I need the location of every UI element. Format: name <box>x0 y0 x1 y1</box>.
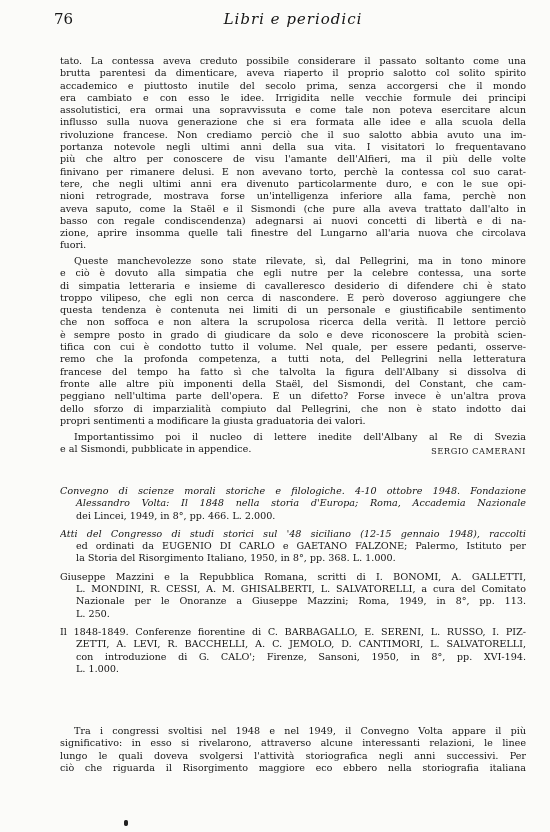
text-line: basso con regale condiscendenza) adegnarsi ai nuovi concetti di libertà e di na- <box>60 215 526 227</box>
text-line: tato. La contessa aveva creduto possibile considerare il passato soltanto come una <box>60 56 526 67</box>
text-line: influsso sulla nuova generazione che si era formata alle idee e alla scuola della <box>60 117 526 129</box>
entry-line: con introduzione di G. CALO'; Firenze, Sansoni, 1950, in 8°, pp. XVI-194. <box>76 651 526 663</box>
text-line: Importantissimo poi il nucleo di lettere inedite dell'Albany al Re di Svezia <box>74 432 526 443</box>
entry-line: Il 1848-1849. Conferenze fiorentine di C. BARBAGALLO, E. SERENI, L. RUSSO, I. PIZ- <box>60 626 526 638</box>
text-line: più che altro per conoscere de visu l'amante dell'Alfieri, ma il più delle volte <box>60 154 526 166</box>
entry-line: L. MONDINI, R. CESSI, A. M. GHISALBERTI, L. SALVATORELLI, a cura del Comitato <box>76 584 526 596</box>
entry-line: la Storia del Risorgimento Italiano, 1950, in 8°, pp. 368. L. 1.000. <box>76 553 396 565</box>
text-line: lungo le quali doveva svolgersi l'attività storiografica negli anni successivi. Per <box>60 750 526 762</box>
text-line: Queste manchevolezze sono state rilevate, sì, dal Pellegrini, ma in tono minore <box>74 256 526 267</box>
bibliography-entry <box>60 572 526 621</box>
bibliography-entry <box>60 486 526 523</box>
text-line: era cambiato e con esso le idee. Irrigidita nelle vecchie formule dei principi <box>60 92 526 104</box>
text-line: di simpatia letteraria e insieme di cavalleresco desiderio di difendere chi è stato <box>60 280 526 292</box>
text-line: e al Sismondi, pubblicate in appendice. <box>60 444 252 456</box>
text-line: aveva saputo, come la Staël e il Sismondi (che pure alla aveva trattato dall'alto in <box>60 203 526 215</box>
text-line: finivano per rimanere delusi. E non avevano torto, perchè la contessa col suo carat- <box>60 166 526 178</box>
entry-line: Convegno di scienze morali storiche e filologiche. 4-10 ottobre 1948. Fondazione <box>60 486 526 497</box>
entry-line: ed ordinati da EUGENIO DI CARLO e GAETANO FALZONE; Palermo, Istituto per <box>76 541 526 553</box>
review-paragraph-1 <box>60 56 526 253</box>
review-paragraph-2 <box>60 256 526 428</box>
text-line: nioni retrograde, mostrava forse un'intelligenza inferiore alla fama, perchè non <box>60 191 526 203</box>
text-line: dello sforzo di imparzialità compiuto dal Pellegrini, che non è stato indotto dai <box>60 403 526 415</box>
text-line: fronte alle altre più imponenti della Staël, del Sismondi, del Constant, che cam- <box>60 378 526 390</box>
text-line: Tra i congressi svoltisi nel 1948 e nel 1949, il Convegno Volta appare il più <box>74 726 526 737</box>
text-line: troppo vilipeso, che egli non cerca di nascondere. È però doveroso aggiungere che <box>60 292 526 304</box>
bibliography-entry <box>60 529 526 566</box>
entry-line: Atti del Congresso di studi storici sul '48 siciliano (12-15 gennaio 1948), raccolti <box>60 528 526 540</box>
text-line: tere, che negli ultimi anni era divenuto particolarmente duro, e con le sue opi- <box>60 178 526 190</box>
text-line: è sempre posto in grado di giudicare da solo e deve riconoscere la probità scien- <box>60 329 526 341</box>
bibliography-entry <box>60 627 526 676</box>
text-line: francese del tempo ha fatto sì che talvolta la figura dell'Albany si dissolva di <box>60 366 526 378</box>
text-line: tifica con cui è condotto tutto il volume. Nel quale, per essere pedanti, osserve- <box>60 342 526 354</box>
entry-line: L. 250. <box>76 608 110 620</box>
text-line: assolutistici, era ormai una sopravvissuta e come tale non poteva esercitare alcun <box>60 105 526 117</box>
entry-line: Nazionale per le Onoranze a Giuseppe Mazzini; Roma, 1949, in 8°, pp. 113. <box>76 596 526 608</box>
text-line: ciò che riguarda il Risorgimento maggiore eco ebbero nella storiografia italiana <box>60 762 526 774</box>
entry-line: Giuseppe Mazzini e la Repubblica Romana, scritti di I. BONOMI, A. GALLETTI, <box>60 571 526 583</box>
page-number: 76 <box>54 10 74 28</box>
closing-paragraph <box>60 726 526 775</box>
text-line: questa tendenza è contenuta nei limiti di un personale e giustificabile sentimento <box>60 305 526 317</box>
text-line: portanza notevole negli ultimi anni della sua vita. I visitatori lo frequentavano <box>60 142 526 154</box>
entry-line: L. 1.000. <box>76 663 119 675</box>
text-line: e ciò è dovuto alla simpatia che egli nutre per la celebre contessa, una sorte <box>60 268 526 280</box>
entry-line: dei Lincei, 1949, in 8°, pp. 466. L. 2.000. <box>76 510 276 522</box>
text-line: propri sentimenti a modificare la giusta graduatoria dei valori. <box>60 415 366 427</box>
running-title: Libri e periodici <box>223 10 363 28</box>
entry-line: ZETTI, A. LEVI, R. BACCHELLI, A. C. JEMOLO, D. CANTIMORI, L. SALVATORELLI, <box>76 639 526 651</box>
text-line: remo che la profonda competenza, a tutti nota, del Pellegrini nella letteratura <box>60 354 526 366</box>
entry-line: Alessandro Volta: Il 1848 nella storia d'Europa; Roma, Accademia Nazionale <box>76 498 526 510</box>
text-line: fuori. <box>60 240 87 252</box>
review-text <box>60 56 526 253</box>
text-line: rivoluzione francese. Non crediamo perciò che il suo salotto abbia avuto una im- <box>60 129 526 141</box>
author-signature: SERGIO CAMERANI <box>431 446 526 456</box>
text-line: brutta parentesi da dimenticare, aveva riaperto il proprio salotto col solito spirito <box>60 68 526 80</box>
text-line: peggiano nell'ultima parte dell'opera. È un difetto? Forse invece è un'altra prova <box>60 391 526 403</box>
review-paragraph-3 <box>60 432 526 457</box>
text-line: accademico e piuttosto inutile del secolo prima, senza accorgersi che il mondo <box>60 80 526 92</box>
text-line: zione, aprire insomma quelle tali finestre del Lungarno all'aria nuova che circolava <box>60 228 526 240</box>
bibliography-list <box>60 486 526 682</box>
text-line: significativo: in esso si rivelarono, attraverso alcune interessanti relazioni, le linee <box>60 738 526 750</box>
text-line: che non soffoca e non altera la scrupolosa ricerca della verità. Il lettore perciò <box>60 317 526 329</box>
ink-speck <box>124 820 128 826</box>
page-header <box>54 10 532 32</box>
